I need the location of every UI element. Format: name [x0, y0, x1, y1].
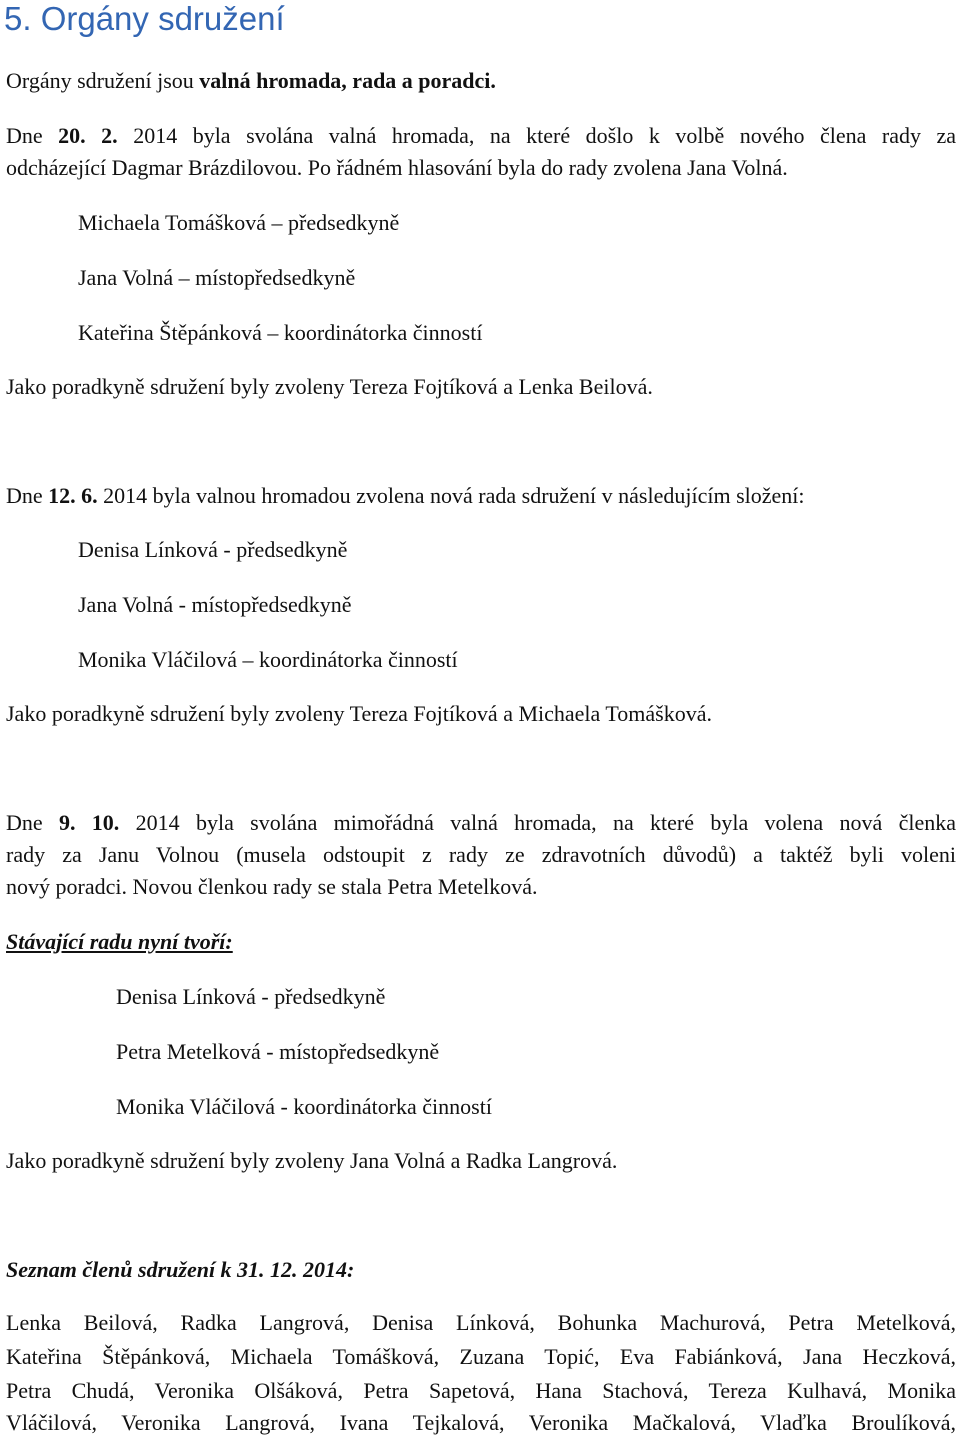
block1-line1 [6, 123, 956, 148]
intro-paragraph [6, 68, 496, 93]
intro-bold-text: valná hromada, rada a poradci. [199, 68, 496, 93]
members-list-line-2: Kateřina Štěpánková, Michaela Tomášková, Zuzana Topić, Eva Fabiánková, Jana Heczková, [6, 1344, 956, 1369]
block3-line1 [6, 810, 956, 835]
block2-line1 [6, 483, 805, 508]
block3-member-3: Monika Vláčilová - koordinátorka činností [116, 1094, 492, 1119]
block2-advisers: Jako poradkyně sdružení byly zvoleny Tereza Fojtíková a Michaela Tomášková. [6, 701, 713, 726]
block3-date: 9. 10. [58, 810, 120, 835]
block3-line2: rady za Janu Volnou (musela odstoupit z rady ze zdravotních důvodů) a taktéž byli voleni [6, 842, 956, 867]
block3-dne: Dne [6, 810, 59, 835]
members-list-line-4: Vláčilová, Veronika Langrová, Ivana Tejkalová, Veronika Mačkalová, Vlaďka Broulíková, [6, 1410, 956, 1435]
block1-member-1: Michaela Tomášková – předsedkyně [78, 210, 400, 235]
block3-member-2: Petra Metelková - místopředsedkyně [116, 1039, 440, 1064]
current-council-heading: Stávající radu nyní tvoří: [6, 929, 233, 954]
block3-line3: nový poradci. Novou členkou rady se stala Petra Metelková. [6, 874, 538, 899]
block2-dne: Dne [6, 483, 49, 508]
block3-line1-rest: 2014 byla svolána mimořádná valná hromada, na které byla volena nová členka [119, 810, 957, 835]
block1-advisers: Jako poradkyně sdružení byly zvoleny Tereza Fojtíková a Lenka Beilová. [6, 374, 653, 399]
block2-member-2: Jana Volná - místopředsedkyně [78, 592, 352, 617]
block2-date: 12. 6. [48, 483, 98, 508]
block1-line2: odcházející Dagmar Brázdilovou. Po řádném hlasování byla do rady zvolena Jana Volná. [6, 155, 788, 180]
members-list-line-3: Petra Chudá, Veronika Olšáková, Petra Sapetová, Hana Stachová, Tereza Kulhavá, Monika [6, 1378, 956, 1403]
block3-member-1: Denisa Línková - předsedkyně [116, 984, 386, 1009]
block1-line1-rest: 2014 byla svolána valná hromada, na které došlo k volbě nového člena rady za [117, 123, 957, 148]
block2-member-3: Monika Vláčilová – koordinátorka činností [78, 647, 458, 672]
block1-member-3: Kateřina Štěpánková – koordinátorka činností [78, 320, 483, 345]
intro-text: Orgány sdružení jsou [6, 68, 200, 93]
block3-advisers: Jako poradkyně sdružení byly zvoleny Jana Volná a Radka Langrová. [6, 1148, 618, 1173]
block2-line1-rest: 2014 byla valnou hromadou zvolena nová rada sdružení v následujícím složení: [97, 483, 805, 508]
members-list-line-1: Lenka Beilová, Radka Langrová, Denisa Línková, Bohunka Machurová, Petra Metelková, [6, 1310, 956, 1335]
block1-member-2: Jana Volná – místopředsedkyně [78, 265, 356, 290]
section-heading: 5. Orgány sdružení [4, 0, 285, 37]
block1-date: 20. 2. [58, 123, 118, 148]
block2-member-1: Denisa Línková - předsedkyně [78, 537, 348, 562]
block1-dne: Dne [6, 123, 59, 148]
members-list-heading: Seznam členů sdružení k 31. 12. 2014: [6, 1257, 355, 1282]
